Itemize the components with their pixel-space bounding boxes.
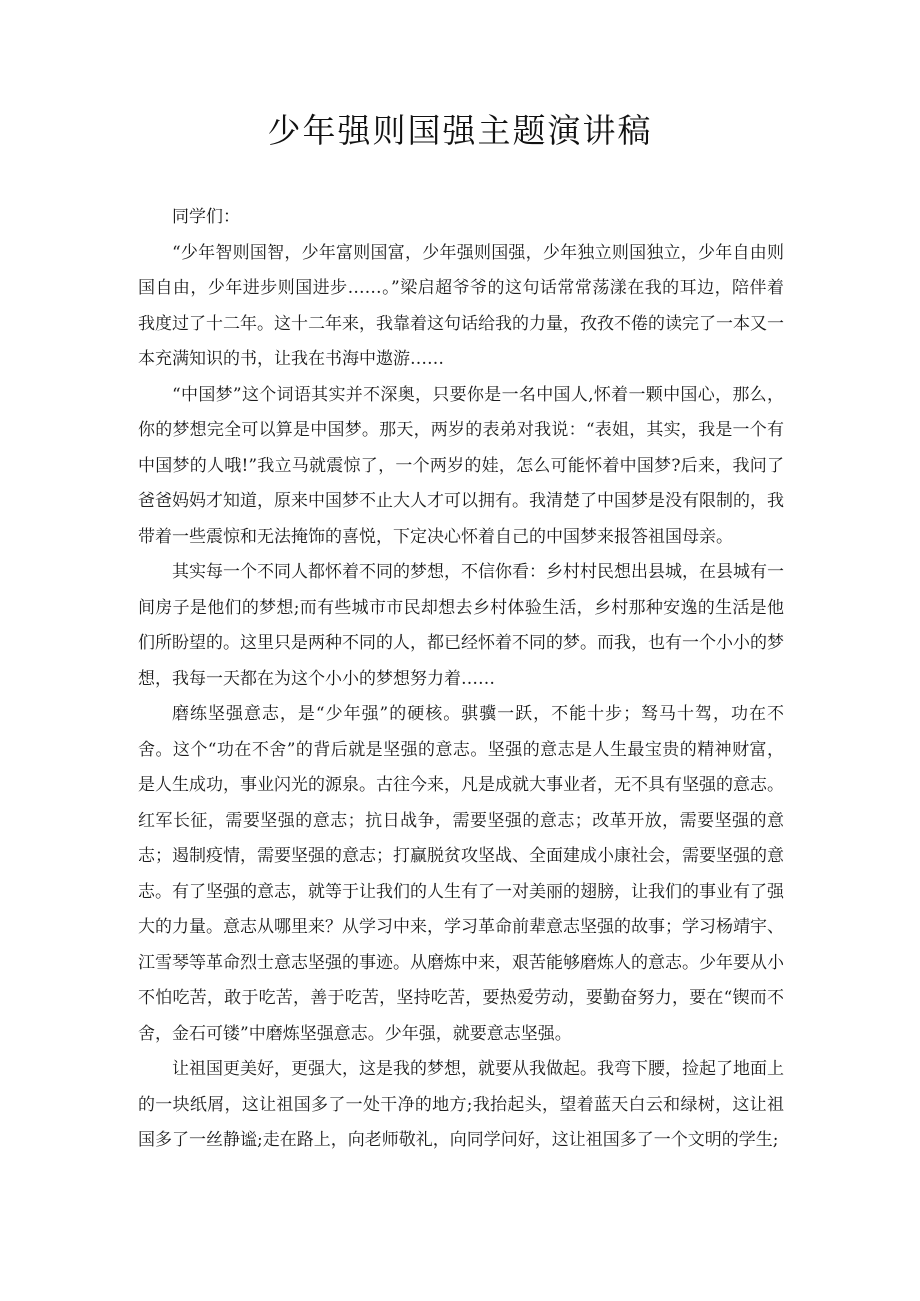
paragraph-3: 其实每一个不同人都怀着不同的梦想，不信你看：乡村村民想出县城，在县城有一间房子是他们的梦想;而有些城市市民却想去乡村体验生活，乡村那种安逸的生活是他们所盼望的。这里只是两种不同的人，都已经怀着不同的梦。而我，也有一个小小的梦想，我每一天都在为这个小小的梦想努力着…… (138, 562, 784, 689)
salutation: 同学们： (172, 207, 240, 227)
paragraph-1: “少年智则国智，少年富则国富，少年强则国强，少年独立则国独立，少年自由则国自由，少年进步则国进步……。”梁启超爷爷的这句话常常荡漾在我的耳边，陪伴着我度过了十二年。这十二年来，我靠着这句话给我的力量，孜孜不倦的读完了一本又一本充满知识的书，让我在书海中遨游…… (138, 242, 784, 369)
document-title: 少年强则国强主题演讲稿 (267, 111, 653, 150)
paragraph-4: 磨练坚强意志，是“少年强”的硬核。骐骥一跃，不能十步；驽马十驾，功在不舍。这个“功在不舍”的背后就是坚强的意志。坚强的意志是人生最宝贵的精神财富，是人生成功，事业闪光的源泉。古往今来，凡是成就大事业者，无不具有坚强的意志。红军长征，需要坚强的意志；抗日战争，需要坚强的意志；改革开放，需要坚强的意志；遏制疫情，需要坚强的意志；打赢脱贫攻坚战、全面建成小康社会，需要坚强的意志。有了坚强的意志，就等于让我们的人生有了一对美丽的翅膀，让我们的事业有了强大的力量。意志从哪里来？从学习中来，学习革命前辈意志坚强的故事；学习杨靖宇、江雪琴等革命烈士意志坚强的事迹。从磨炼中来，艰苦能够磨炼人的意志。少年要从小不怕吃苦，敢于吃苦，善于吃苦，坚持吃苦，要热爱劳动，要勤奋努力，要在“锲而不舍，金石可镂”中磨炼坚强意志。少年强，就要意志坚强。 (138, 704, 784, 1044)
document-body (138, 200, 784, 1159)
paragraph-5: 让祖国更美好，更强大，这是我的梦想，就要从我做起。我弯下腰，捡起了地面上的一块纸屑，这让祖国多了一处干净的地方;我抬起头，望着蓝天白云和绿树，这让祖国多了一丝静谧;走在路上，向老师敬礼，向同学问好，这让祖国多了一个文明的学生; (138, 1059, 784, 1150)
paragraph-2: “中国梦”这个词语其实并不深奥，只要你是一名中国人,怀着一颗中国心，那么，你的梦想完全可以算是中国梦。那天，两岁的表弟对我说：“表姐，其实，我是一个有中国梦的人哦!”我立马就震惊了，一个两岁的娃，怎么可能怀着中国梦?后来，我问了爸爸妈妈才知道，原来中国梦不止大人才可以拥有。我清楚了中国梦是没有限制的，我带着一些震惊和无法掩饰的喜悦，下定决心怀着自己的中国梦来报答祖国母亲。 (138, 384, 784, 547)
